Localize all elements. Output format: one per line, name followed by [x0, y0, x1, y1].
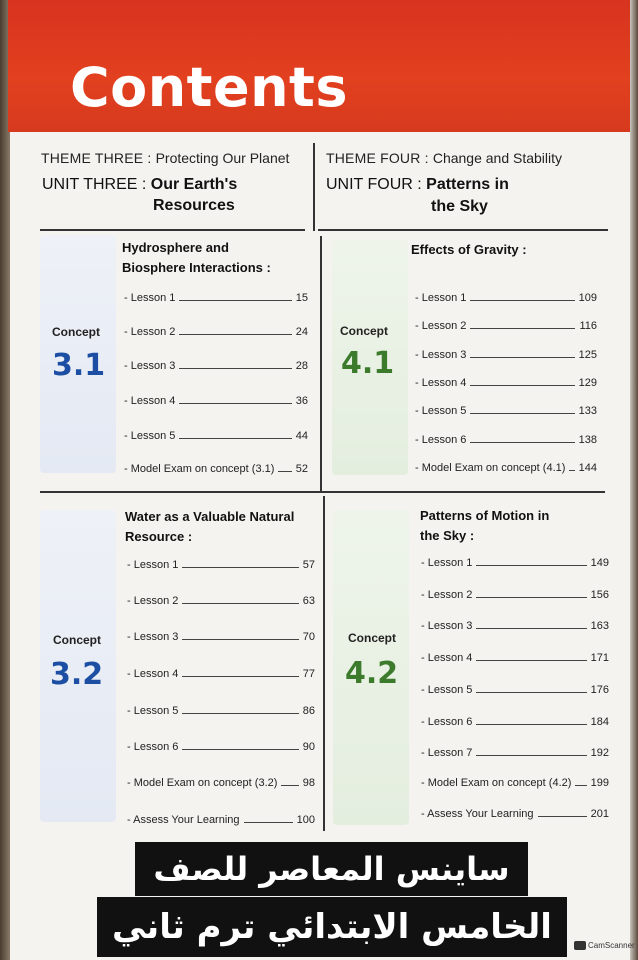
toc-entry-label: - Lesson 4 [421, 652, 473, 664]
toc-entry-page: 199 [590, 777, 609, 789]
leader-line [182, 676, 298, 677]
toc-entry [421, 680, 609, 696]
column-divider [313, 143, 315, 231]
toc-entry [415, 401, 597, 417]
toc-entry [421, 804, 609, 820]
leader-line [470, 300, 574, 301]
toc-entry [415, 373, 597, 389]
toc-entry-label: - Lesson 6 [415, 434, 467, 446]
toc-entry-page: 98 [302, 777, 315, 789]
toc-entry [124, 288, 308, 304]
leader-line [179, 438, 291, 439]
toc-entry [127, 810, 315, 826]
toc-entry [421, 616, 609, 632]
toc-entry-page: 149 [590, 557, 609, 569]
leader-line [182, 749, 298, 750]
toc-entry-page: 36 [295, 395, 308, 407]
leader-line [476, 565, 586, 566]
toc-entry-label: - Lesson 5 [124, 430, 176, 442]
leader-line [575, 785, 586, 786]
camscanner-watermark: CamScanner [574, 941, 635, 950]
toc-entry-label: - Assess Your Learning [127, 814, 240, 826]
toc-entry-label: - Assess Your Learning [421, 808, 534, 820]
leader-line [179, 334, 291, 335]
contents-header-banner [8, 0, 630, 132]
concept-label: Concept [53, 633, 101, 647]
toc-entry-page: 129 [578, 377, 597, 389]
leader-line [538, 816, 587, 817]
leader-line [182, 639, 298, 640]
toc-entry [421, 648, 609, 664]
toc-entry-page: 28 [295, 360, 308, 372]
caption-line-2: الخامس الابتدائي ترم ثاني [97, 897, 567, 957]
theme-three-heading: THEME THREE : Protecting Our Planet [41, 150, 290, 166]
toc-entry-page: 192 [590, 747, 609, 759]
toc-entry [127, 555, 315, 571]
toc-entry [124, 356, 308, 372]
toc-entry-page: 138 [578, 434, 597, 446]
toc-entry-page: 171 [590, 652, 609, 664]
toc-entry-label: - Lesson 3 [124, 360, 176, 372]
toc-entry-label: - Lesson 6 [127, 741, 179, 753]
page-title: Contents [70, 56, 349, 119]
toc-entry-label: - Lesson 7 [421, 747, 473, 759]
toc-entry [127, 737, 315, 753]
leader-line [470, 357, 574, 358]
toc-entry-page: 116 [579, 320, 597, 332]
toc-entry [415, 316, 597, 332]
toc-entry-label: - Lesson 5 [127, 705, 179, 717]
toc-entry [124, 322, 308, 338]
leader-line [476, 660, 586, 661]
toc-entry-page: 44 [295, 430, 308, 442]
toc-entry-page: 100 [296, 814, 315, 826]
concept-number: 4.1 [341, 346, 395, 381]
section-divider [40, 229, 305, 231]
toc-entry-label: - Lesson 4 [124, 395, 176, 407]
toc-entry-page: 176 [590, 684, 609, 696]
toc-entry-label: - Lesson 4 [415, 377, 467, 389]
toc-entry-page: 201 [590, 808, 609, 820]
leader-line [179, 403, 291, 404]
section-divider [40, 491, 605, 493]
concept-4-2-title: Patterns of Motion in the Sky : [420, 508, 550, 543]
camscanner-icon [574, 941, 586, 950]
leader-line [182, 603, 298, 604]
leader-line [179, 300, 291, 301]
concept-number: 4.2 [345, 656, 399, 691]
toc-entry-label: - Lesson 3 [421, 620, 473, 632]
toc-entry-label: - Model Exam on concept (4.2) [421, 777, 572, 789]
leader-line [476, 755, 586, 756]
toc-entry [415, 288, 597, 304]
theme-four-heading: THEME FOUR : Change and Stability [326, 150, 563, 166]
leader-line [476, 724, 586, 725]
toc-entry-page: 133 [578, 405, 597, 417]
leader-line [182, 567, 298, 568]
toc-entry-page: 57 [302, 559, 315, 571]
toc-entry-page: 77 [302, 668, 315, 680]
toc-entry [421, 585, 609, 601]
toc-entry-label: - Model Exam on concept (4.1) [415, 462, 566, 474]
toc-entry [127, 627, 315, 643]
toc-entry-label: - Lesson 2 [421, 589, 473, 601]
toc-entry-label: - Lesson 2 [127, 595, 179, 607]
concept-label: Concept [52, 325, 100, 339]
toc-entry [127, 591, 315, 607]
leader-line [278, 471, 291, 472]
toc-entry-page: 184 [590, 716, 609, 728]
toc-entry-label: - Lesson 2 [415, 320, 467, 332]
unit-four-heading: UNIT FOUR : Patterns in [326, 176, 509, 193]
toc-entry [421, 743, 609, 759]
column-divider [323, 496, 325, 831]
leader-line [470, 385, 574, 386]
toc-entry-page: 163 [590, 620, 609, 632]
concept-4-1-title: Effects of Gravity : [411, 242, 527, 257]
toc-entry-page: 125 [578, 349, 597, 361]
toc-entry-page: 52 [295, 463, 308, 475]
toc-entry-page: 70 [302, 631, 315, 643]
toc-entry-page: 86 [302, 705, 315, 717]
leader-line [476, 597, 586, 598]
toc-entry [415, 430, 597, 446]
toc-entry [415, 345, 597, 361]
leader-line [476, 628, 586, 629]
toc-entry-page: 90 [302, 741, 315, 753]
toc-entry-label: - Lesson 1 [127, 559, 179, 571]
toc-entry-label: - Model Exam on concept (3.1) [124, 463, 275, 475]
toc-entry-label: - Lesson 4 [127, 668, 179, 680]
toc-entry-label: - Lesson 3 [415, 349, 467, 361]
toc-entry [421, 773, 609, 789]
toc-entry [127, 773, 315, 789]
toc-entry [127, 701, 315, 717]
leader-line [476, 692, 586, 693]
toc-entry-label: - Lesson 2 [124, 326, 176, 338]
toc-entry-page: 156 [590, 589, 609, 601]
page-edge-shadow [630, 0, 638, 960]
toc-entry [124, 459, 308, 475]
toc-entry [421, 553, 609, 569]
toc-entry [124, 426, 308, 442]
toc-entry [124, 391, 308, 407]
concept-number: 3.1 [52, 348, 106, 383]
toc-entry-page: 24 [295, 326, 308, 338]
caption-line-1: ساينس المعاصر للصف [135, 842, 528, 896]
leader-line [281, 785, 298, 786]
leader-line [470, 442, 574, 443]
toc-entry-page: 109 [578, 292, 597, 304]
toc-entry-label: - Lesson 6 [421, 716, 473, 728]
leader-line [470, 413, 574, 414]
toc-entry [421, 712, 609, 728]
column-divider [320, 236, 322, 493]
toc-entry-page: 144 [578, 462, 597, 474]
concept-3-1-title: Hydrosphere and Biosphere Interactions : [122, 240, 271, 275]
leader-line [244, 822, 293, 823]
toc-entry-label: - Lesson 1 [415, 292, 467, 304]
leader-line [179, 368, 291, 369]
unit-three-heading-line-2: Resources [153, 197, 235, 214]
toc-entry-label: - Model Exam on concept (3.2) [127, 777, 278, 789]
toc-entry-page: 63 [302, 595, 315, 607]
concept-3-2-title: Water as a Valuable Natural Resource : [125, 509, 295, 544]
toc-entry-page: 15 [295, 292, 308, 304]
concept-label: Concept [340, 324, 388, 338]
toc-entry-label: - Lesson 3 [127, 631, 179, 643]
toc-entry [127, 664, 315, 680]
toc-entry-label: - Lesson 1 [124, 292, 176, 304]
leader-line [470, 328, 575, 329]
toc-entry-label: - Lesson 5 [415, 405, 467, 417]
page-edge-shadow [0, 0, 10, 960]
concept-number: 3.2 [50, 657, 104, 692]
section-divider [318, 229, 608, 231]
toc-entry-label: - Lesson 1 [421, 557, 473, 569]
unit-three-heading: UNIT THREE : Our Earth's [42, 176, 238, 193]
concept-label: Concept [348, 631, 396, 645]
toc-entry [415, 458, 597, 474]
leader-line [182, 713, 298, 714]
leader-line [569, 470, 574, 471]
unit-four-heading-line-2: the Sky [431, 198, 488, 215]
toc-entry-label: - Lesson 5 [421, 684, 473, 696]
